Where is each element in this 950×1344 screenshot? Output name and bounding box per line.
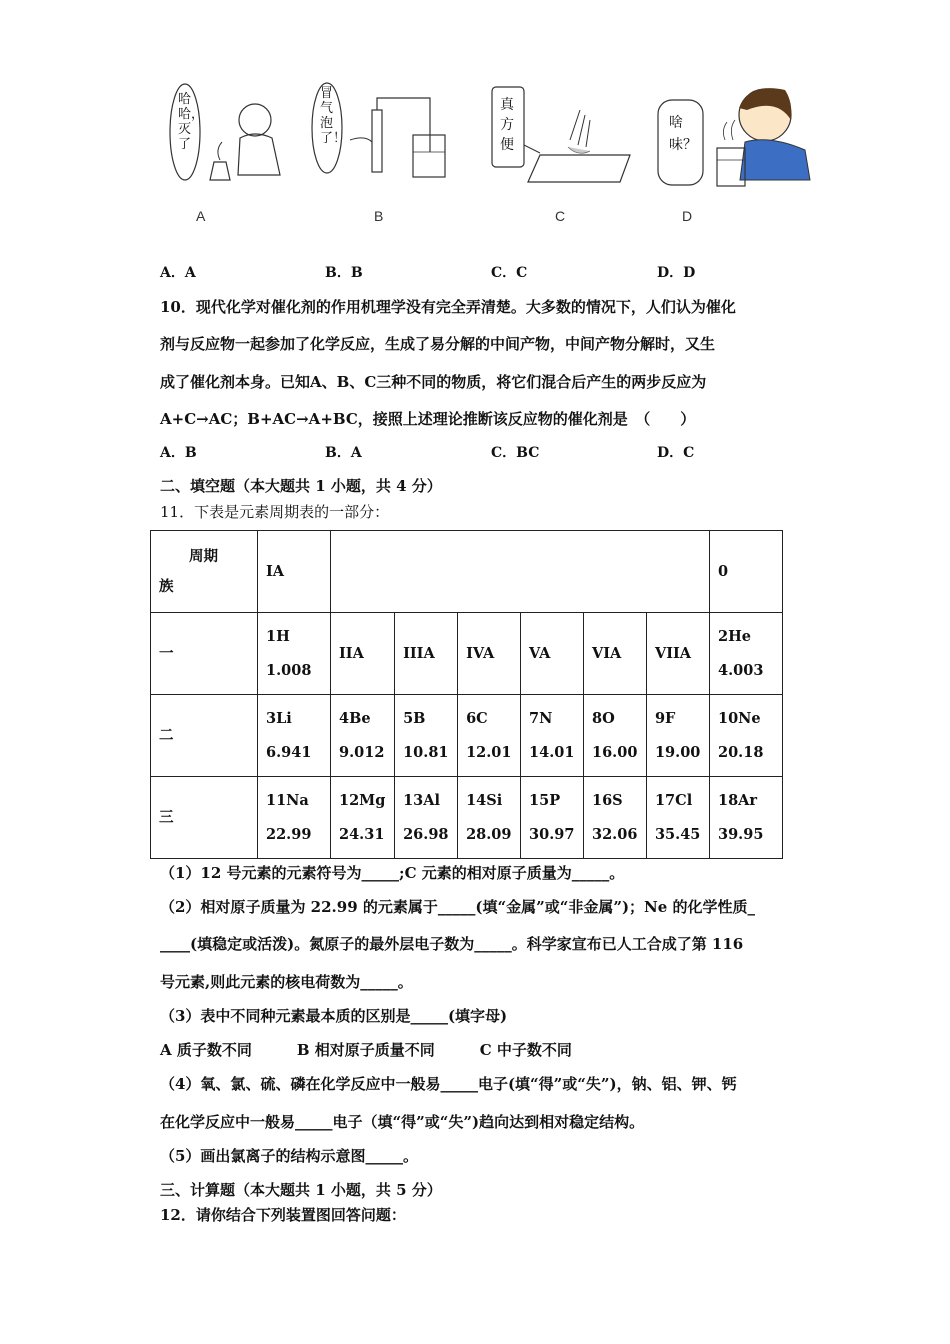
q9-option-c: C．C (491, 265, 528, 281)
q10-option-a: A．B (160, 445, 197, 461)
q10-line-2: 剂与反应物一起参加了化学反应，生成了易分解的中间产物，中间产物分解时，又生 (160, 335, 716, 353)
q9-option-b: B．B (325, 265, 363, 281)
element-cell: 14Si 28.09 (458, 777, 521, 859)
figure-a-bubble: 哈哈，灭了 (178, 92, 205, 152)
element-cell: 7N 14.01 (521, 695, 584, 777)
element-cell: 17Cl 35.45 (646, 777, 709, 859)
header-blank (331, 531, 710, 613)
q10-line-3: 成了催化剂本身。已知A、B、C三种不同的物质，将它们混合后产生的两步反应为 (160, 373, 707, 391)
q11-line-7: （4）氧、氯、硫、磷在化学反应中一般易_____电子(填“得”或“失”)，钠、铝、钾、钙 (160, 1075, 737, 1093)
q11-line-4: 号元素,则此元素的核电荷数为_____。 (160, 973, 413, 991)
element-cell: 3Li 6.941 (258, 695, 331, 777)
q10-line-1: 10．现代化学对催化剂的作用机理学没有完全弄清楚。大多数的情况下，人们认为催化 (160, 298, 736, 316)
element-cell: 15P 30.97 (521, 777, 584, 859)
figure-label-c: C (555, 208, 566, 224)
q11-line-5: （3）表中不同种元素最本质的区别是_____(填字母) (160, 1007, 508, 1025)
table-row (151, 531, 783, 613)
element-cell: 6C 12.01 (458, 695, 521, 777)
figure-d-bubble: 啥味？ (669, 115, 697, 153)
q10-line-4: A+C→AC；B+AC→A+BC，接照上述理论推断该反应物的催化剂是 （ ） (160, 410, 696, 428)
q12-stem: 12．请你结合下列装置图回答问题： (160, 1206, 406, 1224)
q11-line-8: 在化学反应中一般易_____电子（填“得”或“失”)趋向达到相对稳定结构。 (160, 1113, 645, 1131)
q10-option-d: D．C (657, 445, 695, 461)
element-cell: 4Be 9.012 (331, 695, 395, 777)
period-label: 二 (151, 695, 258, 777)
element-cell: 9F 19.00 (646, 695, 709, 777)
group-cell: IVA (458, 613, 521, 695)
q10-option-c: C．BC (491, 445, 540, 461)
table-row (151, 777, 783, 859)
q11-intro: 11．下表是元素周期表的一部分： (160, 503, 390, 521)
group-cell: IIA (331, 613, 395, 695)
element-cell: 2He 4.003 (710, 613, 783, 695)
element-cell: 12Mg 24.31 (331, 777, 395, 859)
group-cell: VIIA (646, 613, 709, 695)
period-label: 三 (151, 777, 258, 859)
header-ia: IA (258, 531, 331, 613)
figure-a (160, 80, 300, 190)
q11-line-3: ____(填稳定或活泼)。氮原子的最外层电子数为_____。科学家宣布已人工合成了第 116 (160, 935, 744, 953)
q11-line-6: A 质子数不同 B 相对原子质量不同 C 中子数不同 (160, 1041, 572, 1059)
table-row (151, 695, 783, 777)
header-zero: 0 (710, 531, 783, 613)
q9-option-d: D．D (657, 265, 696, 281)
header-group-label: 族 (159, 577, 174, 595)
group-cell: IIIA (395, 613, 458, 695)
group-cell: VIA (584, 613, 647, 695)
element-cell: 10Ne 20.18 (710, 695, 783, 777)
figure-c-bubble: 真方便 (500, 97, 514, 153)
figure-c (490, 85, 635, 185)
q10-option-b: B．A (325, 445, 362, 461)
element-cell: 5B 10.81 (395, 695, 458, 777)
period-label: 一 (151, 613, 258, 695)
element-cell: 16S 32.06 (584, 777, 647, 859)
header-corner-cell (151, 531, 258, 613)
section-2-heading: 二、填空题（本大题共 1 小题，共 4 分） (160, 477, 442, 495)
figure-b (310, 80, 460, 190)
periodic-table (150, 530, 783, 859)
q9-option-a: A．A (160, 265, 196, 281)
element-cell: 18Ar 39.95 (710, 777, 783, 859)
section-3-heading: 三、计算题（本大题共 1 小题，共 5 分） (160, 1181, 442, 1199)
table-row (151, 613, 783, 695)
group-cell: VA (521, 613, 584, 695)
figure-label-d: D (682, 208, 693, 224)
element-cell: 13Al 26.98 (395, 777, 458, 859)
figure-b-bubble: 冒气泡了！ (320, 86, 347, 146)
q11-line-9: （5）画出氯离子的结构示意图_____。 (160, 1147, 418, 1165)
figure-label-b: B (374, 208, 384, 224)
figure-label-a: A (196, 208, 206, 224)
figure-d (655, 80, 815, 195)
element-cell: 1H 1.008 (258, 613, 331, 695)
header-period-label: 周期 (189, 547, 218, 565)
element-cell: 8O 16.00 (584, 695, 647, 777)
q11-line-2: （2）相对原子质量为 22.99 的元素属于_____(填“金属”或“非金属”)；Ne 的化学性质_ (160, 898, 756, 916)
q11-line-1: （1）12 号元素的元素符号为_____;C 元素的相对原子质量为_____。 (160, 864, 625, 882)
element-cell: 11Na 22.99 (258, 777, 331, 859)
